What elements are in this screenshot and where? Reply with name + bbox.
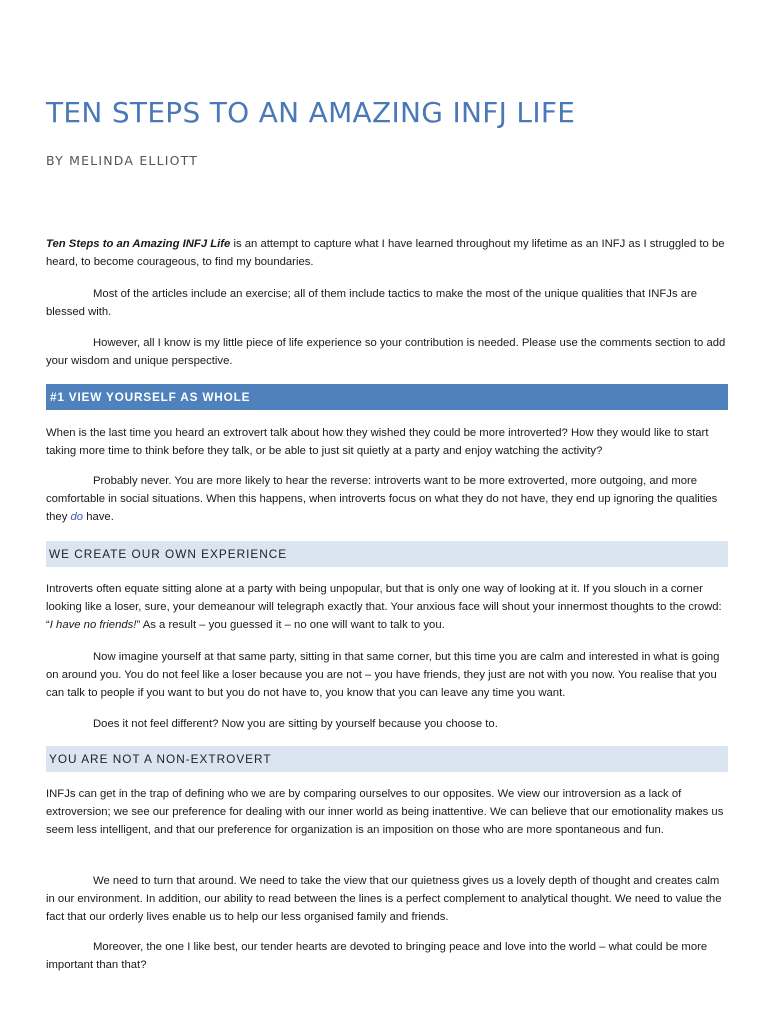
intro-paragraph-1: [46, 235, 728, 271]
section-heading-own-experience: WE CREATE OUR OWN EXPERIENCE: [46, 541, 728, 567]
section1-paragraph-1: When is the last time you heard an extrovert talk about how they wished they could be more introverted? How they would like to start taking more time to think before they talk, or be able to just sit quietly at a party and enjoy watching the activity?: [46, 427, 709, 457]
section2-paragraph-1-text: Introverts often equate sitting alone at a party with being unpopular, but that is only one way of looking at it. If you slouch in a corner looking like a loser, sure, your demeanour will telegraph exactly that. Your anxious face will shout your innermost thoughts to the crowd: “: [46, 583, 722, 631]
section2-paragraph-2: Now imagine yourself at that same party, sitting in that same corner, but this time you are calm and interested in what is going on around you. You do not feel like a loser because you are not – you have friends, they just are not with you now. You realise that you can talk to people if you want to but you do not have to, you know that you can leave any time you want.: [46, 651, 720, 699]
section1-paragraph-2: [46, 472, 728, 526]
document-title: TEN STEPS TO AN AMAZING INFJ LIFE: [46, 96, 576, 129]
section3-paragraph-2: We need to turn that around. We need to take the view that our quietness gives us a lovely depth of thought and creates calm in our environment. In addition, our ability to read between the lines is a perfect complement to analytical thought. We need to value the fact that our orderly lives enable us to help our less organised family and friends.: [46, 875, 722, 923]
section2-paragraph-1-end: ” As a result – you guessed it – no one will want to talk to you.: [136, 619, 445, 631]
intro-paragraph-1-text: is an attempt to capture what I have learned throughout my lifetime as an INFJ as I struggled to be heard, to become courageous, to find my boundaries.: [46, 238, 725, 268]
section-heading-view-yourself: #1 VIEW YOURSELF AS WHOLE: [46, 384, 728, 410]
section1-paragraph-2-text: Probably never. You are more likely to hear the reverse: introverts want to be more extroverted, more outgoing, and more comfortable in social situations. When this happens, when introverts focus on what they do not have, they end up ignoring the qualities they: [46, 475, 718, 523]
section3-paragraph-1: INFJs can get in the trap of defining who we are by comparing ourselves to our opposites. We view our introversion as a lack of extroversion; we see our preference for dealing with our inner world as being inattentive. We can believe that our emotionality makes us seem less intelligent, and that our preference for organization is an imposition on those who are more spontaneous and fun.: [46, 788, 724, 836]
section-heading-non-extrovert: YOU ARE NOT A NON-EXTROVERT: [46, 746, 728, 772]
book-title: Ten Steps to an Amazing INFJ Life: [46, 238, 231, 250]
intro-paragraph-2: Most of the articles include an exercise; all of them include tactics to make the most of the unique qualities that INFJs are blessed with.: [46, 288, 698, 318]
section3-paragraph-3: Moreover, the one I like best, our tender hearts are devoted to bringing peace and love into the world – what could be more important than that?: [46, 941, 708, 971]
section2-paragraph-3: Does it not feel different? Now you are sitting by yourself because you choose to.: [93, 718, 498, 730]
section1-paragraph-2-end: have.: [83, 511, 114, 523]
quote-no-friends: I have no friends!: [49, 619, 137, 631]
intro-paragraph-3: However, all I know is my little piece of life experience so your contribution is needed. Please use the comments section to add your wisdom and unique perspective.: [46, 337, 726, 367]
emphasis-do: do: [70, 511, 84, 523]
section2-paragraph-1: [46, 580, 728, 634]
author-byline: BY MELINDA ELLIOTT: [46, 153, 199, 168]
